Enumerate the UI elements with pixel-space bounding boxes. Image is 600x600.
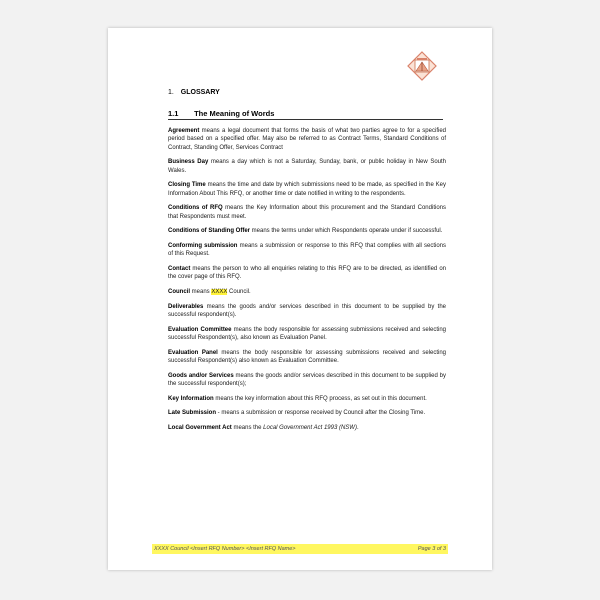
definition-deliverables — [168, 303, 446, 320]
act-title: Local Government Act 1993 (NSW) — [263, 424, 357, 431]
footer-document-name: XXXX Council <Insert RFQ Number> <Insert RFQ Name> — [154, 546, 296, 552]
definition-text: means a submission or response to this RFQ that complies with all sections of this Request. — [168, 242, 447, 258]
definition-text: Council. — [227, 288, 251, 295]
definition-text: - means a submission or response received by Council after the Closing Time. — [216, 410, 426, 417]
definition-text: means the person to who all enquiries relating to this RFQ are to be directed, as identified on the cover page of this RFQ. — [168, 265, 446, 281]
definition-text: means the terms under which Respondents operate under if successful. — [250, 228, 443, 235]
definition-business-day — [168, 158, 446, 175]
page-footer — [152, 544, 448, 554]
subsection-title: The Meaning of Words — [194, 109, 275, 118]
subsection-number: 1.1 — [168, 109, 179, 118]
definition-term: Evaluation Committee — [168, 326, 232, 333]
definition-text: means the goods and/or services described in this document to be supplied by the successful respondent(s); — [168, 372, 447, 387]
definition-text: means the time and date by which submissions need to be made, as specified in the Key Information About This RFQ, or another time or date notified in writing to the respondents. — [168, 182, 447, 197]
definition-text: means the body responsible for assessing submissions received and selecting successful Respondent(s), also known as Evaluation Panel. — [168, 326, 447, 341]
definition-text: means the key information about this RFQ process, as set out in this document. — [213, 395, 427, 402]
document-page — [108, 28, 492, 570]
definition-text: means a day which is not a Saturday, Sunday, bank, or public holiday in New South Wales. — [168, 159, 446, 174]
footer-page-number: Page 3 of 3 — [417, 546, 446, 552]
definition-term: Local Government Act — [168, 424, 232, 431]
definition-text: means a legal document that forms the basis of what two parties agree to for a specified period based on a specified offer. May also be referred to as Contract Terms, Standard Conditions of Contract, Standing Offer, Services Contract — [168, 128, 446, 151]
definition-key-information — [168, 395, 446, 403]
definition-text: means the goods and/or services described in this document to be supplied by the successful respondent(s). — [168, 303, 446, 318]
definition-term: Evaluation Panel — [168, 349, 218, 356]
section-number: 1. — [168, 89, 174, 96]
definition-term: Key Information — [168, 395, 214, 402]
definition-term: Contact — [168, 265, 191, 272]
definition-term: Closing Time — [168, 182, 206, 189]
section-title: GLOSSARY — [180, 89, 220, 96]
definition-term: Conditions of RFQ — [168, 205, 223, 212]
definition-term: Deliverables — [168, 303, 204, 310]
definition-text: . — [356, 424, 359, 431]
definition-evaluation-panel — [168, 349, 446, 366]
definition-term: Conditions of Standing Offer — [168, 228, 250, 235]
definition-term: Agreement — [168, 128, 200, 134]
definition-conditions-of-standing-offer — [168, 227, 446, 235]
definition-council — [168, 288, 446, 296]
subsection-heading — [168, 109, 443, 120]
definition-term: Council — [168, 288, 190, 295]
definition-late-submission — [168, 409, 446, 417]
definition-term: Business Day — [168, 159, 209, 166]
definition-text: means the Key Information about this procurement and the Standard Conditions that Respondents must meet. — [168, 205, 446, 220]
definition-conforming-submission — [168, 242, 446, 259]
definition-text: means — [190, 288, 212, 295]
section-heading — [168, 89, 220, 96]
definition-term: Late Submission — [168, 410, 217, 417]
council-crest-icon — [406, 50, 438, 82]
definition-text: means the — [231, 424, 264, 431]
definition-goods-services — [168, 372, 446, 389]
definition-evaluation-committee — [168, 326, 446, 343]
definition-term: Goods and/or Services — [168, 372, 234, 379]
definition-term: Conforming submission — [168, 242, 238, 249]
definitions-list — [168, 127, 446, 439]
definition-text: means the body responsible for assessing submissions received and selecting successful Respondent(s) also known as Evaluation Committee. — [168, 349, 447, 364]
definition-agreement — [168, 127, 446, 152]
definition-local-government-act — [168, 424, 446, 432]
definition-conditions-of-rfq — [168, 204, 446, 221]
highlighted-placeholder: XXXX — [211, 288, 228, 295]
definition-closing-time — [168, 181, 446, 198]
definition-contact — [168, 265, 446, 282]
